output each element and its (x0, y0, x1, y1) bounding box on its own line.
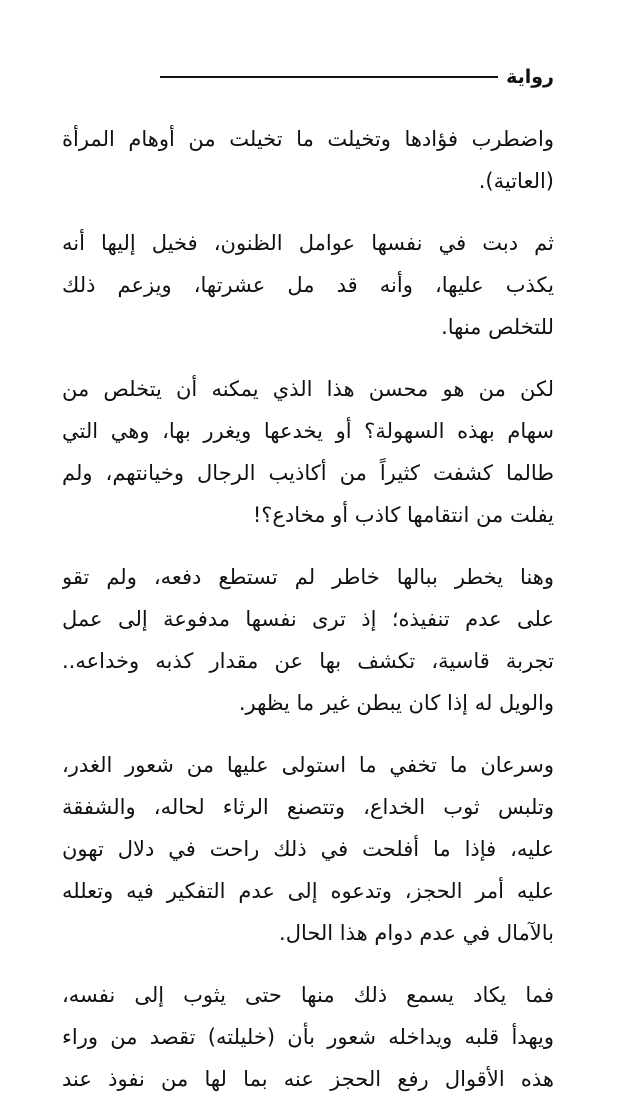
header-title: رواية (506, 66, 554, 88)
paragraph (62, 118, 554, 202)
text-line: واضطرب فؤادها وتخيلت ما تخيلت من أوهام المرأة (62, 127, 554, 151)
paragraph (62, 222, 554, 348)
text-line: ويهدأ قلبه ويداخله شعور بأن (خليلته) تقصد من وراء (62, 1025, 554, 1049)
text-line: وسرعان ما تخفي ما استولى عليها من شعور الغدر، (62, 753, 554, 777)
paragraph (62, 556, 554, 724)
text-line: بالآمال في عدم دوام هذا الحال. (279, 921, 554, 945)
text-line: على عدم تنفيذه؛ إذ ترى نفسها مدفوعة إلى عمل (62, 607, 554, 631)
paragraph (62, 974, 554, 1100)
text-line: يكذب عليها، وأنه قد مل عشرتها، ويزعم ذلك (62, 273, 554, 297)
text-line: سهام بهذه السهولة؟ أو يخدعها ويغرر بها، وهي التي (62, 419, 554, 443)
text-line: (العاتية). (478, 169, 554, 193)
paragraph (62, 744, 554, 954)
body-text (62, 118, 554, 1120)
text-line: هذه الأقوال رفع الحجز عنه بما لها من نفوذ عند (62, 1067, 554, 1091)
running-header (160, 60, 554, 94)
text-line: ثم دبت في نفسها عوامل الظنون، فخيل إليها أنه (62, 231, 554, 255)
text-line: عليه أمر الحجز، وتدعوه إلى عدم التفكير فيه وتعلله (62, 879, 554, 903)
text-line: لكن من هو محسن هذا الذي يمكنه أن يتخلص من (62, 377, 554, 401)
text-line: للتخلص منها. (441, 315, 554, 339)
text-line: وتلبس ثوب الخداع، وتتصنع الرثاء لحاله، والشفقة (62, 795, 554, 819)
text-line: وهنا يخطر ببالها خاطر لم تستطع دفعه، ولم تقو (62, 565, 554, 589)
paragraph (62, 368, 554, 536)
text-line: يفلت من انتقامها كاذب أو مخادع؟! (252, 503, 554, 527)
text-line: طالما كشفت كثيراً من أكاذيب الرجال وخيانتهم، ولم (62, 461, 554, 485)
text-line: فما يكاد يسمع ذلك منها حتى يثوب إلى نفسه، (62, 983, 554, 1007)
text-line: عليه، فإذا ما أفلحت في ذلك راحت في دلال تهون (62, 837, 554, 861)
header-rule (160, 76, 498, 78)
text-line: والويل له إذا كان يبطن غير ما يظهر. (238, 691, 554, 715)
text-line: تجربة قاسية، تكشف بها عن مقدار كذبه وخداعه.. (62, 649, 554, 673)
